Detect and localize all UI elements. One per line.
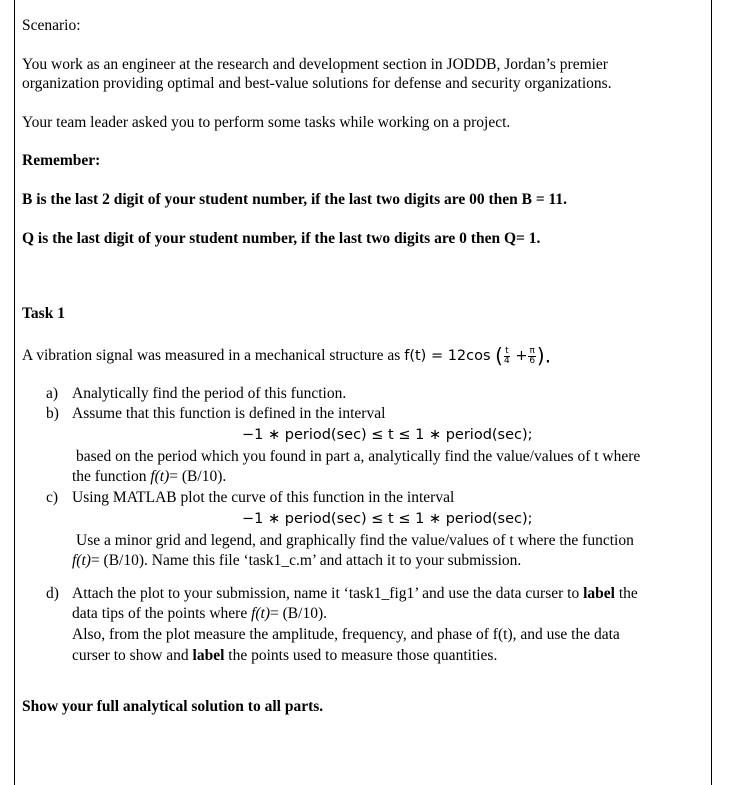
item-d-text — [72, 584, 638, 603]
team-line: Your team leader asked you to perform some tasks while working on a project. — [22, 114, 511, 131]
item-d-cont1 — [72, 604, 327, 623]
item-b-cont2-post: = (B/10). — [169, 468, 227, 485]
frac1-num: t — [505, 345, 509, 356]
remember-heading: Remember: — [22, 152, 101, 169]
rule-b: B is the last 2 digit of your student number, if the last two digits are 00 then B = 11. — [22, 191, 568, 208]
formula — [404, 343, 552, 368]
formula-coef: 12cos — [447, 348, 491, 364]
item-d-cont3-bold: label — [192, 647, 225, 664]
task-heading: Task 1 — [22, 305, 65, 322]
item-b-cont2 — [72, 467, 226, 486]
item-a-marker: a) — [46, 385, 59, 402]
frac2-num: π — [529, 345, 535, 356]
item-c-cont1: Use a minor grid and legend, and graphically find the value/values of t where the function — [76, 532, 634, 549]
item-a-text: Analytically find the period of this function. — [72, 385, 347, 402]
closing-instruction: Show your full analytical solution to all parts. — [22, 698, 324, 715]
formula-plus: + — [515, 348, 528, 364]
item-c-marker: c) — [46, 489, 59, 506]
item-c-interval: −1 ∗ period(sec) ≤ t ≤ 1 ∗ period(sec); — [242, 511, 533, 527]
item-b-interval: −1 ∗ period(sec) ≤ t ≤ 1 ∗ period(sec); — [242, 427, 533, 443]
fraction-pi-over-6 — [528, 347, 535, 366]
item-c-cont2 — [72, 551, 521, 570]
intro-line-2: organization providing optimal and best-value solutions for defense and security organizations. — [22, 75, 612, 92]
item-d-cont1-pre: data tips of the points where — [72, 605, 248, 622]
item-d-cont1-f: f(t) — [251, 605, 271, 622]
item-c-text: Using MATLAB plot the curve of this function in the interval — [72, 489, 455, 506]
scenario-heading: Scenario: — [22, 17, 81, 34]
item-b-cont1: based on the period which you found in part a, analytically find the value/values of t where — [76, 448, 641, 465]
item-c-cont2-f: f(t) — [72, 552, 91, 569]
fraction-t-over-4 — [504, 347, 510, 366]
item-d-text-post: the — [618, 585, 638, 602]
item-d-marker: d) — [46, 585, 59, 602]
signal-text: A vibration signal was measured in a mechanical structure as — [22, 347, 401, 364]
formula-close-paren: ). — [536, 343, 552, 368]
rule-q: Q is the last digit of your student number, if the last two digits are 0 then Q= 1. — [22, 230, 541, 247]
signal-statement — [22, 343, 552, 368]
item-d-text-bold: label — [583, 585, 615, 602]
formula-lhs: f(t) — [404, 348, 427, 364]
item-b-cont2-pre: the function — [72, 468, 147, 485]
formula-equals: = — [430, 348, 444, 364]
item-d-cont1-post: = (B/10). — [270, 605, 327, 622]
frac1-den: 4 — [503, 355, 510, 366]
item-d-cont3-pre: curser to show and — [72, 647, 189, 664]
item-d-text-pre: Attach the plot to your submission, name it ‘task1_fig1’ and use the data curser to — [72, 585, 580, 602]
item-d-cont3 — [72, 646, 497, 665]
item-b-text: Assume that this function is defined in the interval — [72, 405, 386, 422]
item-d-cont2: Also, from the plot measure the amplitude, frequency, and phase of f(t), and use the data — [72, 626, 620, 643]
item-d-cont3-post: the points used to measure those quantities. — [228, 647, 498, 664]
formula-open-paren: ( — [495, 343, 503, 368]
item-b-cont2-f: f(t) — [150, 468, 170, 485]
frac2-den: 6 — [529, 355, 536, 366]
item-b-marker: b) — [46, 405, 59, 422]
intro-line-1: You work as an engineer at the research and development section in JODDB, Jordan’s premier — [22, 56, 608, 73]
item-c-cont2-post: = (B/10). Name this file ‘task1_c.m’ and attach it to your submission. — [90, 552, 522, 569]
